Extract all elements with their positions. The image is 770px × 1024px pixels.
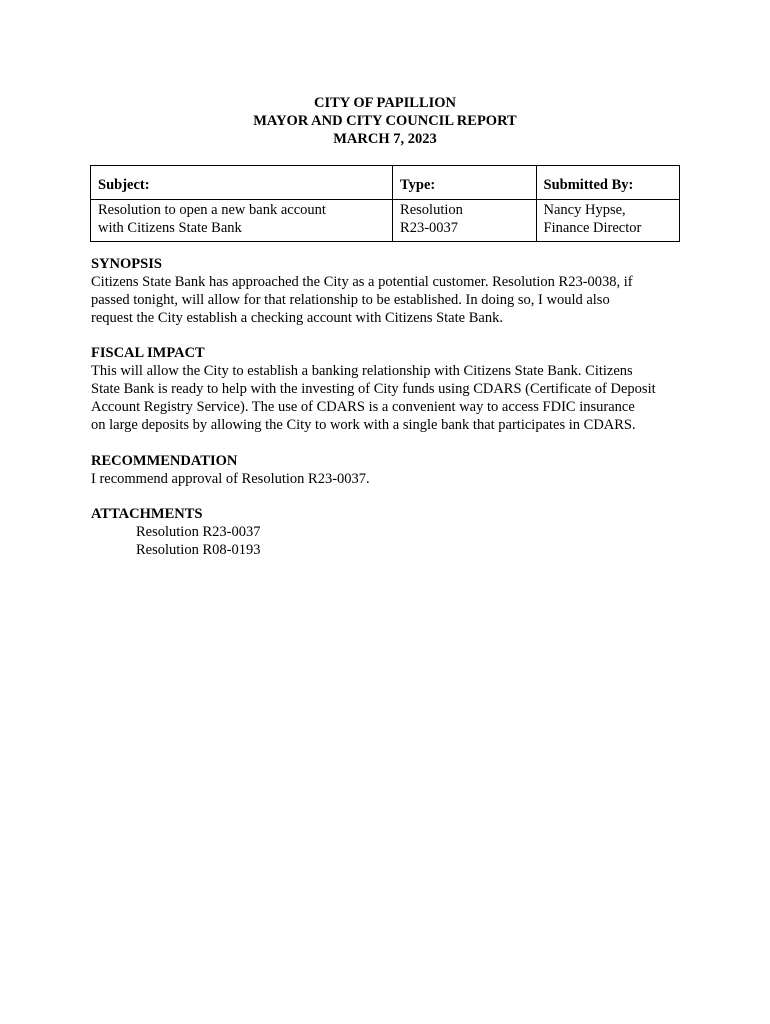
table-row [91,200,680,242]
attachment-item: Resolution R23-0037 [136,524,261,540]
recommendation-title: RECOMMENDATION [91,453,238,469]
synopsis-text: passed tonight, will allow for that relationship to be established. In doing so, I would also [91,292,610,308]
synopsis-text: request the City establish a checking account with Citizens State Bank. [91,310,503,326]
subject-cell [91,200,393,242]
submitted-line: Nancy Hypse, [543,202,626,218]
header-date: MARCH 7, 2023 [333,131,437,147]
fiscal-impact-text: This will allow the City to establish a banking relationship with Citizens State Bank. Citizens [91,363,633,379]
attachments-section [91,505,681,559]
type-line: Resolution [400,202,463,218]
attachment-item: Resolution R08-0193 [136,542,261,558]
attachments-title: ATTACHMENTS [91,506,203,522]
fiscal-impact-text: on large deposits by allowing the City to work with a single bank that participates in CDARS. [91,417,636,433]
fiscal-impact-text: Account Registry Service). The use of CDARS is a convenient way to access FDIC insurance [91,399,635,415]
recommendation-text: I recommend approval of Resolution R23-0037. [91,471,370,487]
submitted-by-cell [536,200,679,242]
submitted-line: Finance Director [543,220,642,236]
synopsis-text: Citizens State Bank has approached the City as a potential customer. Resolution R23-0038, if [91,274,633,290]
subject-line: with Citizens State Bank [98,220,242,236]
header-city: CITY OF PAPILLION [313,95,457,111]
fiscal-impact-section [91,344,681,434]
fiscal-impact-title: FISCAL IMPACT [91,345,205,361]
submitted-by-label: Submitted By: [536,166,679,200]
type-cell [393,200,536,242]
subject-line: Resolution to open a new bank account [98,202,326,218]
table-header-row [91,166,680,200]
type-line: R23-0037 [400,220,459,236]
type-label: Type: [393,166,536,200]
report-header [0,94,770,148]
subject-label: Subject: [91,166,393,200]
synopsis-title: SYNOPSIS [91,256,162,272]
report-info-table [90,165,680,242]
fiscal-impact-text: State Bank is ready to help with the investing of City funds using CDARS (Certificate of Deposit [91,381,656,397]
header-report-title: MAYOR AND CITY COUNCIL REPORT [253,113,517,129]
recommendation-section [91,452,681,488]
synopsis-section [91,255,681,327]
